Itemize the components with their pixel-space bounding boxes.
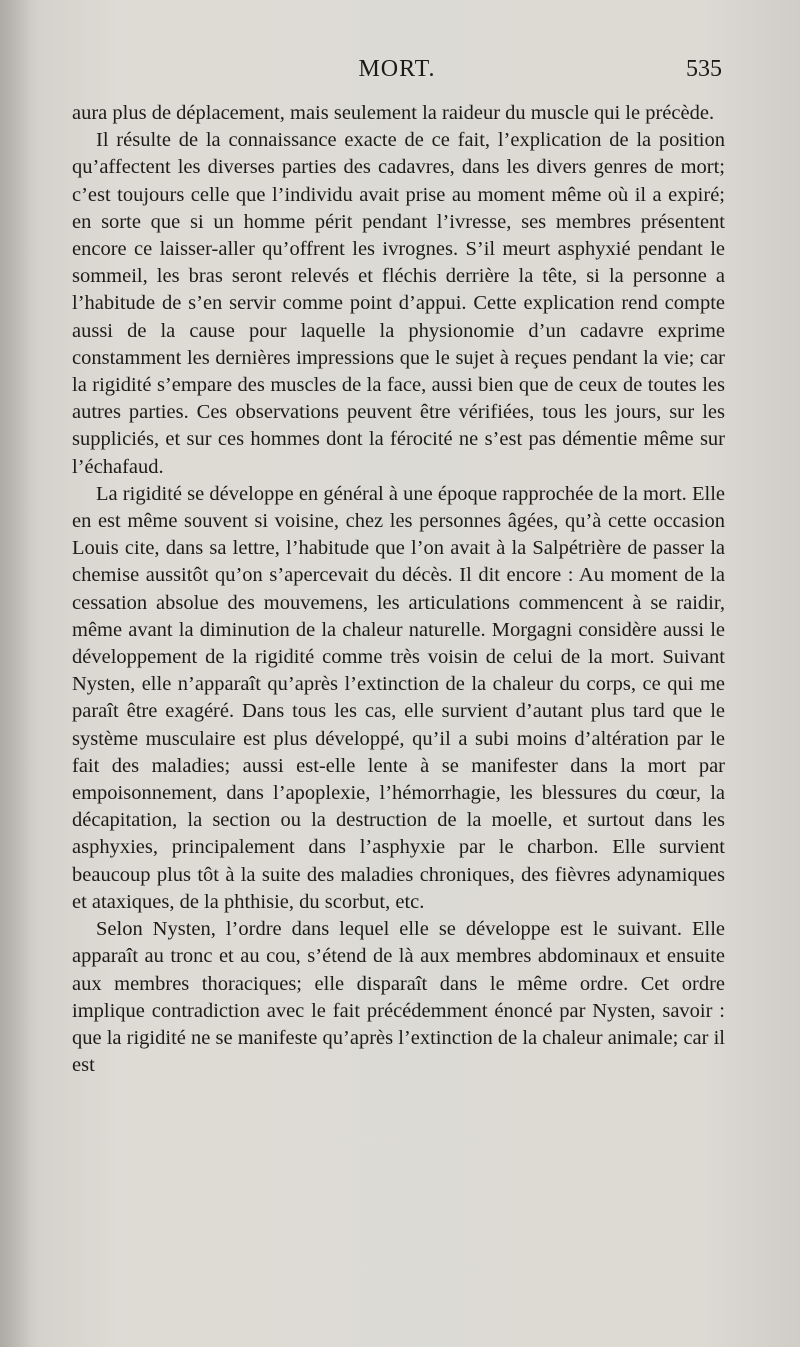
page-number: 535 — [686, 56, 722, 82]
page-header — [72, 56, 722, 90]
paragraph-continuation: aura plus de déplacement, mais seulement la raideur du muscle qui le précède. — [72, 102, 715, 124]
body-text — [72, 100, 725, 1079]
paragraph-onset-of-rigidity: La rigidité se développe en général à une époque rapprochée de la mort. Elle en est même souvent si voisine, chez les personnes âgées, qu’à cette occasion Louis cite, dans sa lettre, l’habitude que l’on avait à la Salpétrière de passer la chemise aussitôt qu’on s’apercevait du décès. Il dit encore : Au moment de la cessation absolue des mouvemens, les articulations commencent à se raidir, même avant la diminution de la chaleur naturelle. Morgagni considère aussi le développement de la rigidité comme très voisin de celui de la mort. Suivant Nysten, elle n’apparaît qu’après l’extinction de la chaleur du corps, ce qui me paraît être exagéré. Dans tous les cas, elle survient d’autant plus tard que le système musculaire est plus développé, qu’il a subi moins d’altération par le fait des maladies; aussi est-elle lente à se manifester dans la mort par empoisonnement, dans l’apoplexie, l’hémorrhagie, les blessures du cœur, la décapitation, la section ou la destruction de la moelle, et surtout dans les asphyxies, principalement dans l’asphyxie par le charbon. Elle survient beaucoup plus tôt à la suite des maladies chroniques, des fièvres adynamiques et ataxiques, de la phthisie, du scorbut, etc. — [72, 482, 725, 913]
page-gutter-shadow — [0, 0, 30, 1347]
running-head: MORT. — [358, 56, 436, 82]
paragraph-position-of-cadavers: Il résulte de la connaissance exacte de ce fait, l’explication de la position qu’affectent les diverses parties des cadavres, dans les divers genres de mort; c’est toujours celle que l’individu avait prise au moment même où il a expiré; en sorte que si un homme périt pendant l’ivresse, ses membres présentent encore ce laisser-aller qu’offrent les ivrognes. S’il meurt asphyxié pendant le sommeil, les bras seront relevés et fléchis derrière la tête, si la personne a l’habitude de s’en servir comme point d’appui. Cette explication rend compte aussi de la cause pour laquelle la physionomie d’un cadavre exprime constamment les dernières impressions que le sujet à reçues pendant la vie; car la rigidité s’empare des muscles de la face, aussi bien que de ceux de toutes les autres parties. Ces observations peuvent être vérifiées, tous les jours, sur les suppliciés, et sur ces hommes dont la férocité ne s’est pas démentie même sur l’échafaud. — [72, 129, 725, 478]
paragraph-order-of-rigidity: Selon Nysten, l’ordre dans lequel elle se développe est le suivant. Elle apparaît au tronc et au cou, s’étend de là aux membres abdominaux et ensuite aux membres thoraciques; elle disparaît dans le même ordre. Cet ordre implique contradiction avec le fait précédemment énoncé par Nysten, savoir : que la rigidité ne se manifeste qu’après l’extinction de la chaleur animale; car il est — [72, 918, 725, 1077]
